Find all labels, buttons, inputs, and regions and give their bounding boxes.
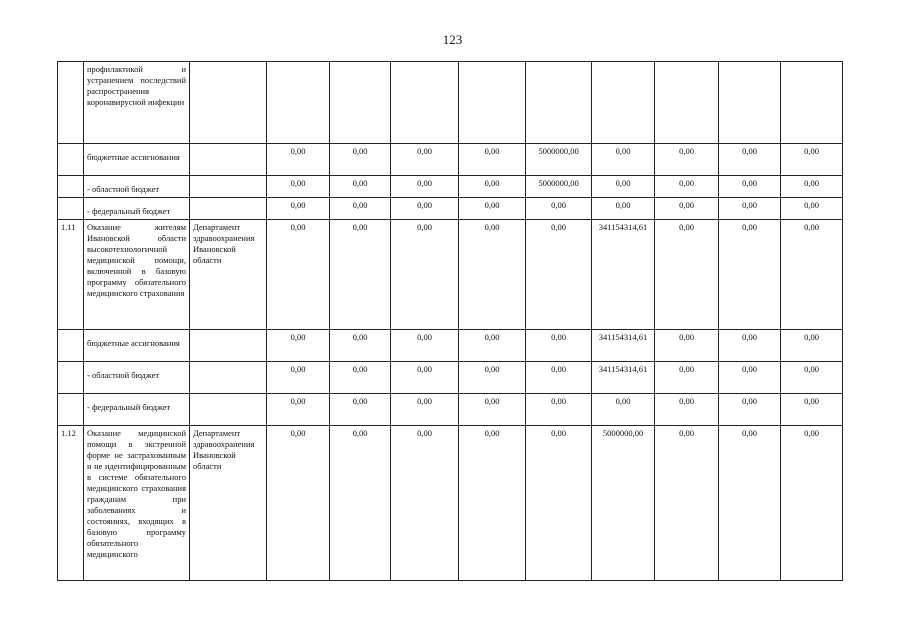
table-row <box>58 144 843 176</box>
row-value-cell: 0,00 <box>459 362 526 394</box>
row-value-cell: 0,00 <box>267 362 330 394</box>
row-value-cell: 0,00 <box>330 198 391 220</box>
row-department-cell <box>190 144 267 176</box>
row-description-cell: - областной бюджет <box>84 176 190 198</box>
row-value-cell: 0,00 <box>391 394 459 426</box>
row-value-cell: 5000000,00 <box>526 176 592 198</box>
row-code-cell: 1.11 <box>58 220 84 330</box>
table-row <box>58 330 843 362</box>
row-code-cell <box>58 394 84 426</box>
row-value-cell: 0,00 <box>719 394 781 426</box>
row-value-cell: 0,00 <box>655 426 719 581</box>
row-value-cell: 0,00 <box>655 198 719 220</box>
table-row <box>58 362 843 394</box>
row-value-cell: 0,00 <box>267 426 330 581</box>
row-value-cell: 0,00 <box>330 426 391 581</box>
row-code-cell <box>58 362 84 394</box>
row-department-cell: Департамент здравоохранения Ивановской области <box>190 426 267 581</box>
row-value-cell: 0,00 <box>526 198 592 220</box>
row-value-cell: 0,00 <box>330 330 391 362</box>
row-value-cell: 0,00 <box>459 176 526 198</box>
row-value-cell: 0,00 <box>781 330 843 362</box>
row-department-cell <box>190 198 267 220</box>
row-department-cell <box>190 394 267 426</box>
row-value-cell: 0,00 <box>781 426 843 581</box>
row-value-cell: 0,00 <box>592 144 655 176</box>
row-value-cell: 0,00 <box>655 330 719 362</box>
row-value-cell: 341154314,61 <box>592 330 655 362</box>
row-department-cell <box>190 62 267 144</box>
row-value-cell: 0,00 <box>655 144 719 176</box>
row-value-cell: 0,00 <box>655 362 719 394</box>
row-value-cell: 0,00 <box>655 394 719 426</box>
row-value-cell: 0,00 <box>267 220 330 330</box>
row-description-cell: бюджетные ассигнования <box>84 144 190 176</box>
row-value-cell: 0,00 <box>267 176 330 198</box>
row-value-cell: 0,00 <box>781 144 843 176</box>
row-value-cell: 0,00 <box>781 394 843 426</box>
row-value-cell: 0,00 <box>391 198 459 220</box>
row-value-cell: 0,00 <box>526 394 592 426</box>
row-value-cell <box>391 62 459 144</box>
row-value-cell: 0,00 <box>592 394 655 426</box>
row-code-cell <box>58 176 84 198</box>
row-department-cell <box>190 330 267 362</box>
table-row <box>58 394 843 426</box>
row-value-cell <box>526 62 592 144</box>
row-value-cell: 5000000,00 <box>592 426 655 581</box>
row-value-cell: 0,00 <box>459 144 526 176</box>
row-value-cell: 0,00 <box>459 220 526 330</box>
row-description-cell: бюджетные ассигнования <box>84 330 190 362</box>
row-value-cell: 0,00 <box>391 362 459 394</box>
row-code-cell <box>58 144 84 176</box>
row-value-cell: 0,00 <box>781 220 843 330</box>
row-value-cell <box>330 62 391 144</box>
row-department-cell: Департамент здравоохранения Ивановской области <box>190 220 267 330</box>
row-value-cell: 0,00 <box>719 198 781 220</box>
row-value-cell: 341154314,61 <box>592 220 655 330</box>
row-value-cell: 0,00 <box>391 426 459 581</box>
row-value-cell: 0,00 <box>781 198 843 220</box>
row-value-cell: 0,00 <box>719 362 781 394</box>
row-value-cell <box>781 62 843 144</box>
row-value-cell: 0,00 <box>655 176 719 198</box>
row-value-cell: 0,00 <box>526 220 592 330</box>
row-value-cell: 0,00 <box>592 176 655 198</box>
row-value-cell <box>655 62 719 144</box>
row-value-cell: 0,00 <box>330 176 391 198</box>
row-value-cell: 0,00 <box>267 198 330 220</box>
row-description-cell: - федеральный бюджет <box>84 198 190 220</box>
row-value-cell: 0,00 <box>592 198 655 220</box>
row-value-cell: 0,00 <box>781 362 843 394</box>
row-value-cell <box>459 62 526 144</box>
row-value-cell: 0,00 <box>267 394 330 426</box>
row-value-cell: 0,00 <box>526 362 592 394</box>
row-value-cell: 0,00 <box>719 426 781 581</box>
row-code-cell <box>58 62 84 144</box>
row-value-cell <box>719 62 781 144</box>
row-description-cell: Оказание медицинской помощи в экстренной форме не застрахованным и не идентифицированным в системе обязательного медицинского страхования гражданам при заболеваниях и состояниях, входящих в базовую программу обязательного медицинского <box>84 426 190 581</box>
row-value-cell: 0,00 <box>459 330 526 362</box>
row-value-cell: 0,00 <box>459 426 526 581</box>
row-value-cell: 0,00 <box>526 426 592 581</box>
row-value-cell: 0,00 <box>267 144 330 176</box>
row-code-cell <box>58 330 84 362</box>
table-row <box>58 220 843 330</box>
row-value-cell: 0,00 <box>719 144 781 176</box>
row-value-cell: 0,00 <box>459 394 526 426</box>
row-value-cell: 0,00 <box>330 394 391 426</box>
row-value-cell: 0,00 <box>781 176 843 198</box>
row-value-cell: 0,00 <box>459 198 526 220</box>
table-row <box>58 426 843 581</box>
row-value-cell: 0,00 <box>719 176 781 198</box>
row-department-cell <box>190 362 267 394</box>
row-description-cell: - федеральный бюджет <box>84 394 190 426</box>
row-value-cell: 0,00 <box>267 330 330 362</box>
row-value-cell: 5000000,00 <box>526 144 592 176</box>
row-value-cell: 341154314,61 <box>592 362 655 394</box>
row-value-cell: 0,00 <box>330 144 391 176</box>
budget-table <box>57 61 843 581</box>
row-value-cell: 0,00 <box>330 220 391 330</box>
row-value-cell: 0,00 <box>391 220 459 330</box>
row-code-cell <box>58 198 84 220</box>
table-row <box>58 176 843 198</box>
row-code-cell: 1.12 <box>58 426 84 581</box>
row-value-cell: 0,00 <box>526 330 592 362</box>
row-value-cell: 0,00 <box>655 220 719 330</box>
table-row <box>58 62 843 144</box>
row-value-cell <box>267 62 330 144</box>
row-department-cell <box>190 176 267 198</box>
row-description-cell: Оказание жителям Ивановской области высокотехнологичной медицинской помощи, включенной в базовую программу обязательного медицинского страхования <box>84 220 190 330</box>
row-value-cell: 0,00 <box>391 144 459 176</box>
row-description-cell: - областной бюджет <box>84 362 190 394</box>
row-value-cell: 0,00 <box>391 330 459 362</box>
page-number: 123 <box>442 32 463 47</box>
table-row <box>58 198 843 220</box>
row-value-cell: 0,00 <box>391 176 459 198</box>
row-value-cell: 0,00 <box>330 362 391 394</box>
row-value-cell: 0,00 <box>719 330 781 362</box>
row-value-cell <box>592 62 655 144</box>
row-description-cell: профилактикой и устранением последствий распространения коронавирусной инфекции <box>84 62 190 144</box>
row-value-cell: 0,00 <box>719 220 781 330</box>
